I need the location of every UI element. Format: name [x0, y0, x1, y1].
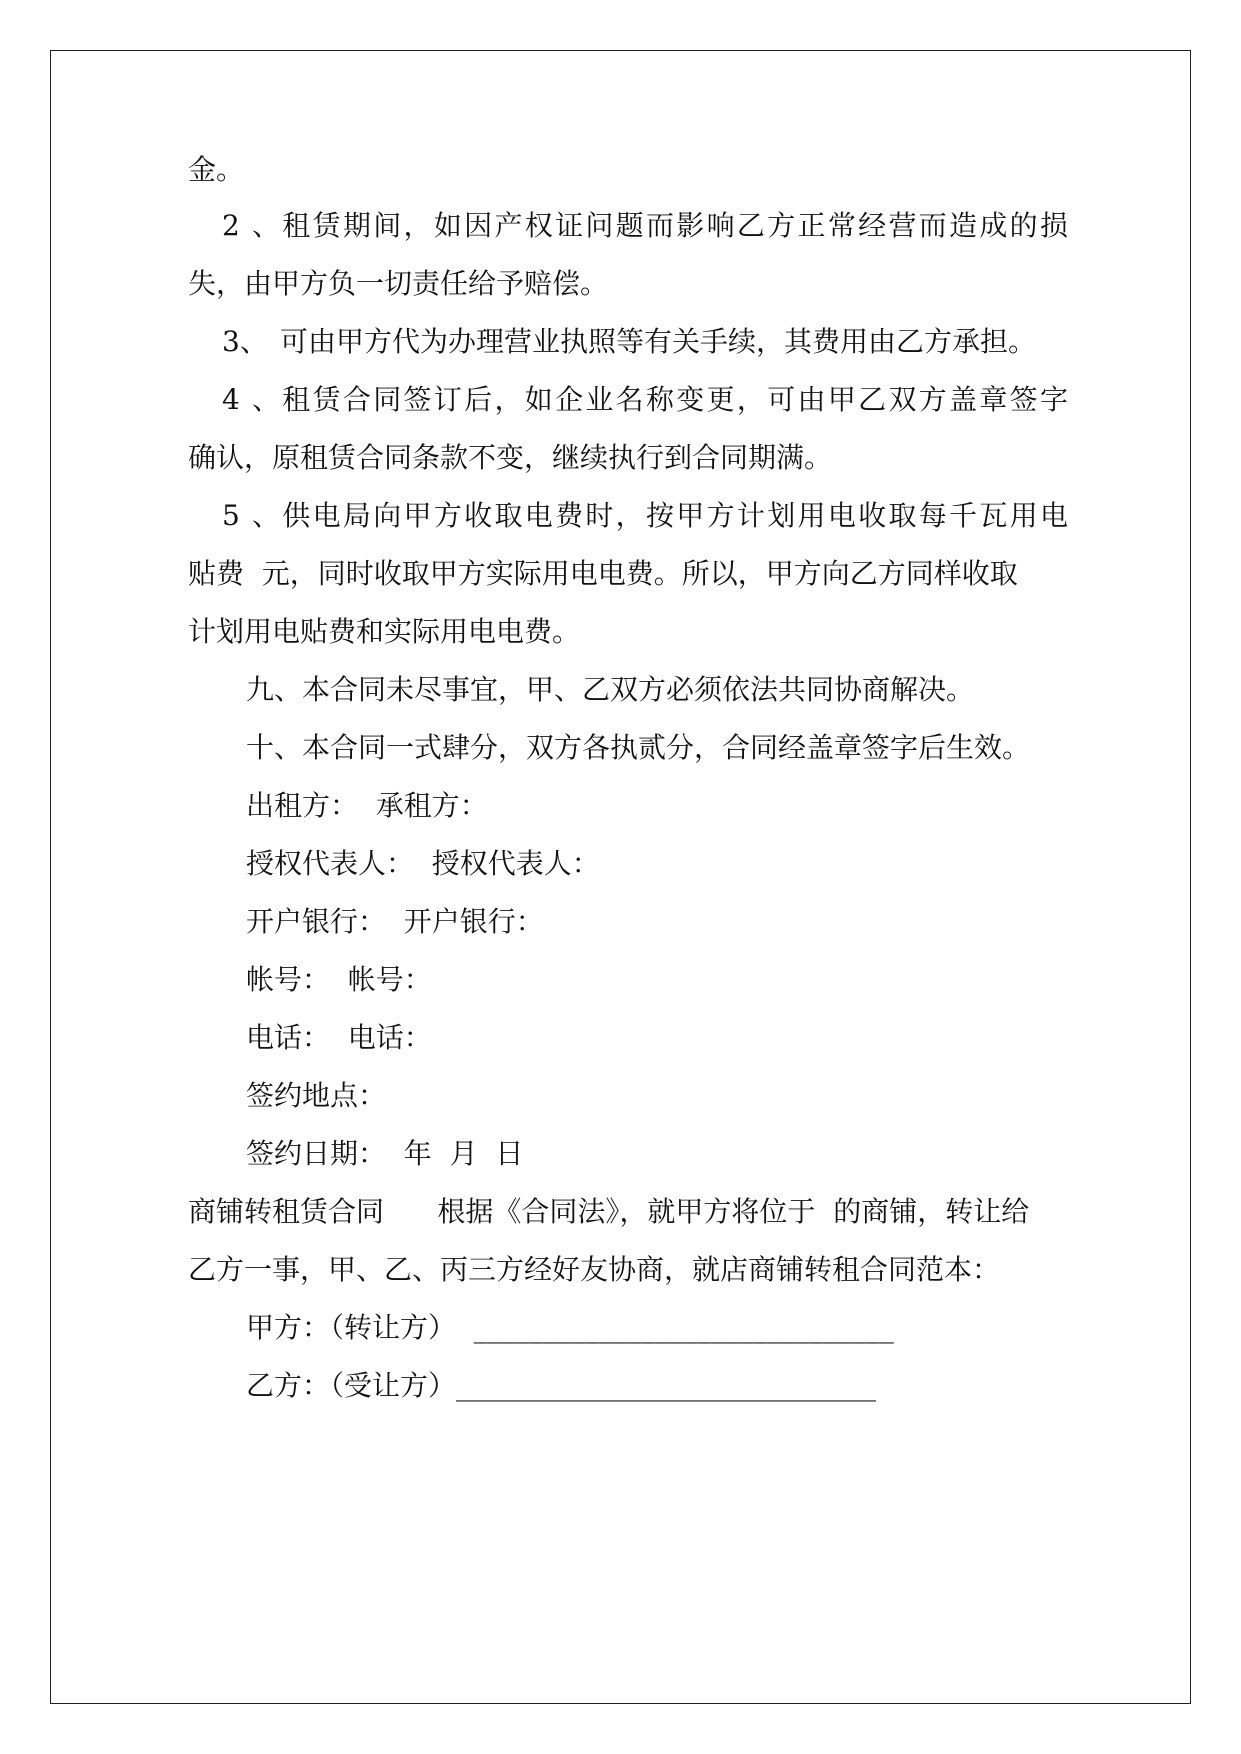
clause-number: 3、: [222, 325, 268, 358]
new-contract-line-2: 乙方一事，甲、乙、丙三方经好友协商，就店商铺转租合同范本：: [188, 1253, 1001, 1286]
clause-9: 九、本合同未尽事宜，甲、乙双方必须依法共同协商解决。: [246, 673, 975, 706]
clause-text: 可由甲方代为办理营业执照等有关手续，其费用由乙方承担。: [280, 325, 1037, 358]
clause-2-line-2: 失，由甲方负一切责任给予赔偿。: [188, 267, 609, 300]
text-line: 金。: [188, 153, 245, 186]
clause-number: 2、: [222, 209, 280, 242]
new-contract-heading-line: 商铺转租赁合同 根据《合同法》，就甲方将位于 的商铺，转让给: [188, 1195, 1030, 1228]
clause-5-line-2: 贴费 元，同时收取甲方实际用电电费。所以，甲方向乙方同样收取: [188, 557, 1018, 590]
signature-phone: 电话： 电话：: [246, 1021, 432, 1054]
clause-number: 5、: [222, 499, 280, 532]
clause-number: 4、: [222, 383, 280, 416]
clause-2-line-1: [222, 206, 1068, 246]
clause-10: 十、本合同一式肆分，双方各执贰分，合同经盖章签字后生效。: [246, 731, 1031, 764]
clause-5-line-3: 计划用电贴费和实际用电电费。: [188, 615, 581, 648]
clause-text: 租赁期间，如因产权证问题而影响乙方正常经营而造成的损: [280, 209, 1068, 242]
clause-3-line-1: [222, 322, 1102, 362]
signature-representative: 授权代表人： 授权代表人：: [246, 847, 600, 880]
clause-text: 租赁合同签订后，如企业名称变更，可由甲乙双方盖章签字: [280, 383, 1068, 416]
party-a-line: 甲方：（转让方） ______________________________: [246, 1311, 894, 1344]
signature-account: 帐号： 帐号：: [246, 963, 432, 996]
signature-bank: 开户银行： 开户银行：: [246, 905, 544, 938]
signature-place: 签约地点：: [246, 1079, 387, 1112]
clause-text: 供电局向甲方收取电费时，按甲方计划用电收取每千瓦用电: [280, 499, 1068, 532]
clause-5-line-1: [222, 496, 1068, 536]
clause-4-line-2: 确认，原租赁合同条款不变，继续执行到合同期满。: [188, 441, 833, 474]
clause-4-line-1: [222, 380, 1068, 420]
party-b-line: 乙方：（受让方）______________________________: [246, 1369, 877, 1402]
signature-date: 签约日期： 年 月 日: [246, 1137, 524, 1170]
signature-lessor-lessee: 出租方： 承租方：: [246, 789, 488, 822]
